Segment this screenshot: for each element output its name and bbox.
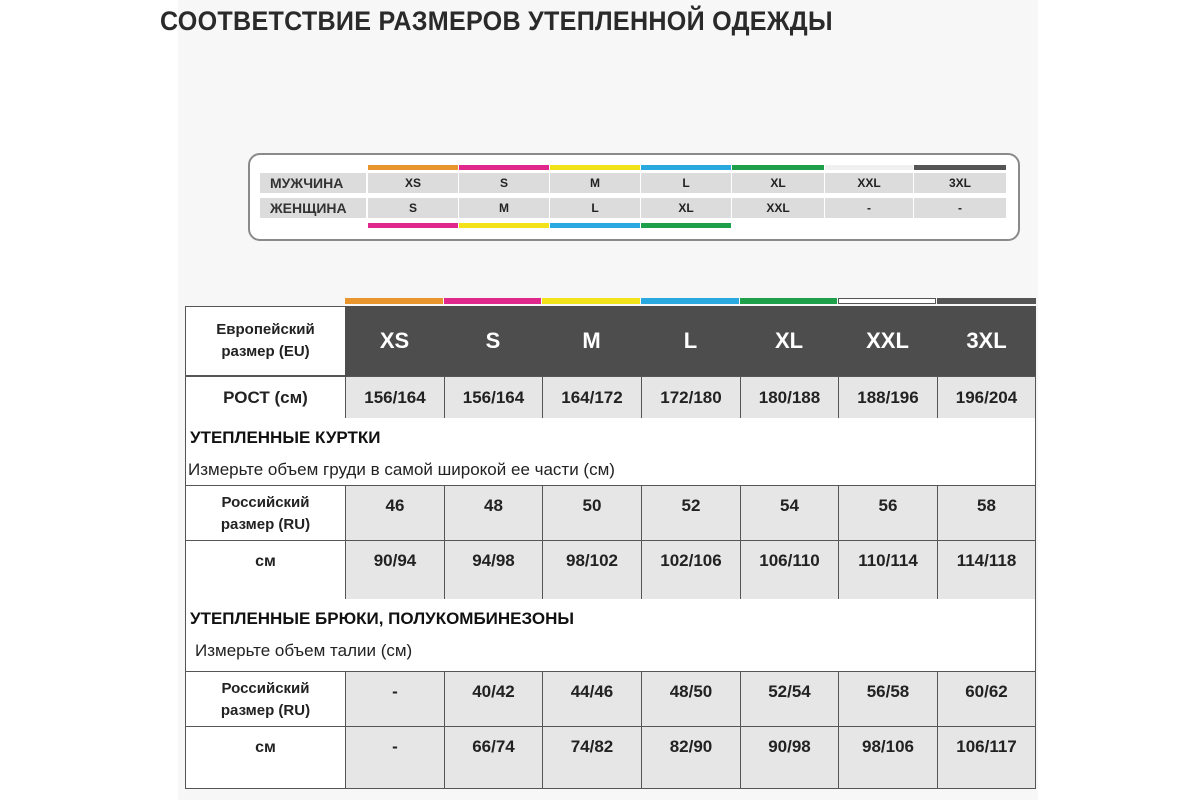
women-color-bar-xl [641,223,731,228]
jackets-ru-3xl: 58 [937,485,1036,541]
men-color-bar-xs [368,165,458,170]
jackets-cm-xxl: 110/114 [838,540,938,600]
jackets-cm-3xl: 114/118 [937,540,1036,600]
height-s: 156/164 [444,376,543,419]
men-size-xs: XS [368,173,458,193]
height-label: РОСТ (см) [185,376,346,419]
women-color-bar-m [459,223,549,228]
women-size-3: L [550,198,640,218]
pants-cm-l: 82/90 [641,726,741,789]
height-3xl: 196/204 [937,376,1036,419]
pants-ru-3xl: 60/62 [937,671,1036,727]
pants-ru-s: 40/42 [444,671,543,727]
jackets-cm-m: 98/102 [542,540,642,600]
eu-size-label: Европейский размер (EU) [185,306,346,376]
color-bar-xs [345,298,443,304]
color-bar-s [444,298,541,304]
color-bar-m [542,298,640,304]
pants-cm-3xl: 106/117 [937,726,1036,789]
jackets-cm-label: см [185,540,346,600]
jackets-cm-s: 94/98 [444,540,543,600]
women-size-7: - [914,198,1006,218]
pants-cm-xl: 90/98 [740,726,839,789]
color-bar-xxl [838,298,936,304]
men-color-bar-3xl [914,165,1006,170]
women-color-bar-l [550,223,640,228]
eu-size-xl: XL [740,306,838,376]
eu-size-xs: XS [345,306,444,376]
height-m: 164/172 [542,376,642,419]
pants-cm-xxl: 98/106 [838,726,938,789]
eu-size-xxl: XXL [838,306,937,376]
men-label: МУЖЧИНА [260,173,366,193]
jackets-ru-xxl: 56 [838,485,938,541]
men-size-m: M [550,173,640,193]
color-bar-xl [740,298,837,304]
jackets-ru-label: Российский размер (RU) [185,485,346,541]
jackets-cm-xl: 106/110 [740,540,839,600]
men-size-l: L [641,173,731,193]
pants-note: Измерьте объем талии (см) [195,641,413,660]
pants-cm-xs: - [345,726,445,789]
jackets-cm-xs: 90/94 [345,540,445,600]
height-xs: 156/164 [345,376,445,419]
women-size-1: S [368,198,458,218]
pants-title: УТЕПЛЕННЫЕ БРЮКИ, ПОЛУКОМБИНЕЗОНЫ [190,609,575,628]
pants-ru-label: Российский размер (RU) [185,671,346,727]
jackets-ru-s: 48 [444,485,543,541]
men-color-bar-m [550,165,640,170]
eu-size-3xl: 3XL [937,306,1036,376]
height-l: 172/180 [641,376,741,419]
women-label: ЖЕНЩИНА [260,198,366,218]
pants-cm-s: 66/74 [444,726,543,789]
pants-ru-l: 48/50 [641,671,741,727]
women-size-5: XXL [732,198,824,218]
men-color-bar-xxl [825,165,913,170]
men-color-bar-l [641,165,731,170]
jackets-ru-xs: 46 [345,485,445,541]
eu-size-s: S [444,306,542,376]
men-size-3xl: 3XL [914,173,1006,193]
women-size-4: XL [641,198,731,218]
women-size-2: M [459,198,549,218]
jackets-ru-xl: 54 [740,485,839,541]
pants-cm-label: см [185,726,346,789]
eu-size-m: M [542,306,641,376]
men-size-s: S [459,173,549,193]
pants-ru-xs: - [345,671,445,727]
pants-ru-xl: 52/54 [740,671,839,727]
eu-size-l: L [641,306,740,376]
men-size-xxl: XXL [825,173,913,193]
men-color-bar-s [459,165,549,170]
color-bar-3xl [937,298,1036,304]
men-size-xl: XL [732,173,824,193]
jackets-ru-l: 52 [641,485,741,541]
jackets-title: УТЕПЛЕННЫЕ КУРТКИ [190,428,381,447]
jackets-cm-l: 102/106 [641,540,741,600]
pants-cm-m: 74/82 [542,726,642,789]
gender-size-table [248,153,1020,241]
pants-ru-m: 44/46 [542,671,642,727]
women-color-bar-s [368,223,458,228]
jackets-note: Измерьте объем груди в самой широкой ее части (см) [188,460,615,479]
height-xxl: 188/196 [838,376,938,419]
page-title: СООТВЕТСТВИЕ РАЗМЕРОВ УТЕПЛЕННОЙ ОДЕЖДЫ [160,6,833,36]
height-xl: 180/188 [740,376,839,419]
pants-ru-xxl: 56/58 [838,671,938,727]
color-bar-l [641,298,739,304]
men-color-bar-xl [732,165,824,170]
jackets-ru-m: 50 [542,485,642,541]
women-size-6: - [825,198,913,218]
